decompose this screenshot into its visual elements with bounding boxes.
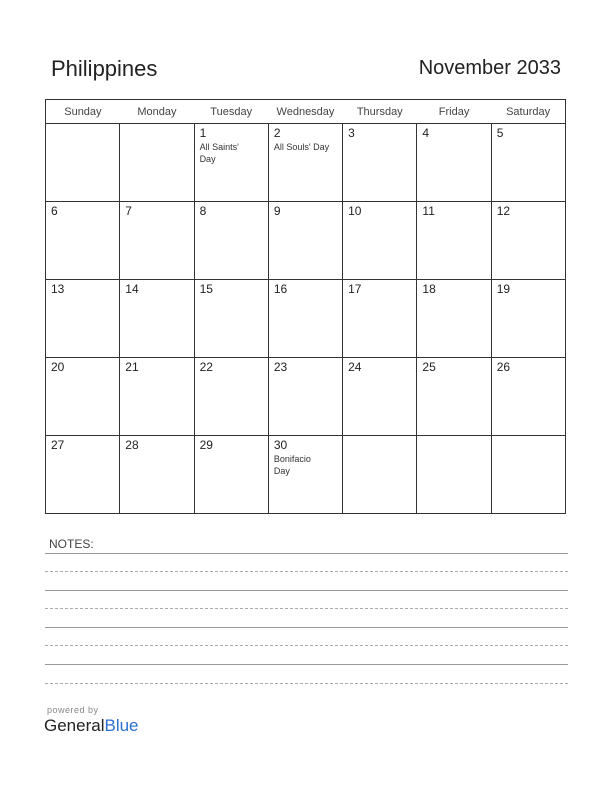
day-number: 28: [125, 438, 139, 452]
weekday-wednesday: Wednesday: [268, 100, 342, 124]
day-cell: [491, 280, 565, 358]
day-number: 8: [199, 204, 207, 218]
brand-blue: Blue: [104, 716, 139, 735]
notes-line: [45, 590, 568, 591]
day-number: 13: [51, 282, 65, 296]
day-number: 29: [199, 438, 213, 452]
day-cell: [46, 124, 120, 202]
holiday-label: All Souls' Day: [273, 142, 330, 152]
day-cell: [491, 358, 565, 436]
day-number: 22: [199, 360, 213, 374]
holiday-label: All Saints' Day: [199, 142, 239, 164]
notes-line: [45, 553, 568, 554]
month-title: November 2033: [418, 57, 561, 79]
day-cell: [120, 124, 194, 202]
day-number: 27: [51, 438, 65, 452]
day-cell: [268, 202, 342, 280]
day-cell: [343, 124, 417, 202]
country-title: Philippines: [51, 56, 158, 81]
notes-line: [45, 664, 568, 665]
day-number: 18: [422, 282, 436, 296]
weekday-saturday: Saturday: [491, 100, 565, 124]
day-cell: [194, 358, 268, 436]
day-cell: [46, 436, 120, 514]
notes-line: [45, 608, 568, 609]
calendar-grid: [45, 99, 566, 514]
notes-line: [45, 683, 568, 684]
day-cell: [268, 436, 342, 514]
day-number: 30: [273, 438, 288, 452]
day-cell: [343, 280, 417, 358]
day-number: 10: [348, 204, 362, 218]
day-cell: [194, 280, 268, 358]
day-number: 5: [496, 126, 504, 140]
day-number: 15: [199, 282, 213, 296]
day-number: 12: [496, 204, 511, 218]
day-number: 3: [348, 126, 355, 140]
brand-general: General: [44, 716, 105, 735]
day-cell: [343, 358, 417, 436]
week-row: [46, 436, 566, 514]
week-row: [46, 124, 566, 202]
day-cell: [417, 124, 491, 202]
weekday-thursday: Thursday: [343, 100, 417, 124]
week-row: [46, 202, 566, 280]
weekday-sunday: Sunday: [46, 100, 120, 124]
day-number: 4: [422, 126, 430, 140]
notes-line: [45, 571, 568, 572]
day-cell: [120, 202, 194, 280]
day-number: 2: [273, 126, 281, 140]
weekday-header-row: [46, 100, 566, 124]
day-number: 21: [125, 360, 139, 374]
day-cell: [417, 202, 491, 280]
day-cell: [46, 280, 120, 358]
day-cell: [120, 358, 194, 436]
week-row: [46, 280, 566, 358]
day-number: 11: [422, 204, 435, 218]
weekday-monday: Monday: [120, 100, 194, 124]
day-cell: [417, 358, 491, 436]
day-number: 26: [496, 360, 511, 374]
day-number: 24: [348, 360, 362, 374]
day-cell: [417, 436, 491, 514]
day-number: 17: [348, 282, 362, 296]
day-cell: [491, 124, 565, 202]
day-number: 25: [422, 360, 436, 374]
day-number: 19: [496, 282, 511, 296]
notes-line: [45, 627, 568, 628]
day-number: 14: [125, 282, 139, 296]
day-cell: [46, 202, 120, 280]
day-cell: [120, 436, 194, 514]
generalblue-logo: [44, 716, 139, 736]
weekday-tuesday: Tuesday: [194, 100, 268, 124]
notes-line: [45, 645, 568, 646]
day-cell: [268, 124, 342, 202]
day-number: 1: [199, 126, 207, 140]
day-cell: [343, 202, 417, 280]
day-number: 6: [51, 204, 58, 218]
day-cell: [417, 280, 491, 358]
day-cell: [491, 436, 565, 514]
day-cell: [343, 436, 417, 514]
day-cell: [46, 358, 120, 436]
day-number: 16: [273, 282, 288, 296]
week-row: [46, 358, 566, 436]
day-number: 20: [51, 360, 65, 374]
day-cell: [268, 358, 342, 436]
day-cell: [268, 280, 342, 358]
day-number: 9: [273, 204, 281, 218]
notes-label: NOTES:: [49, 537, 94, 551]
day-cell: [194, 124, 268, 202]
powered-by-text: powered by: [47, 705, 99, 715]
weekday-friday: Friday: [417, 100, 491, 124]
day-number: 7: [125, 204, 132, 218]
day-number: 23: [273, 360, 288, 374]
day-cell: [120, 280, 194, 358]
day-cell: [194, 436, 268, 514]
day-cell: [491, 202, 565, 280]
holiday-label: Bonifacio Day: [273, 454, 311, 476]
day-cell: [194, 202, 268, 280]
